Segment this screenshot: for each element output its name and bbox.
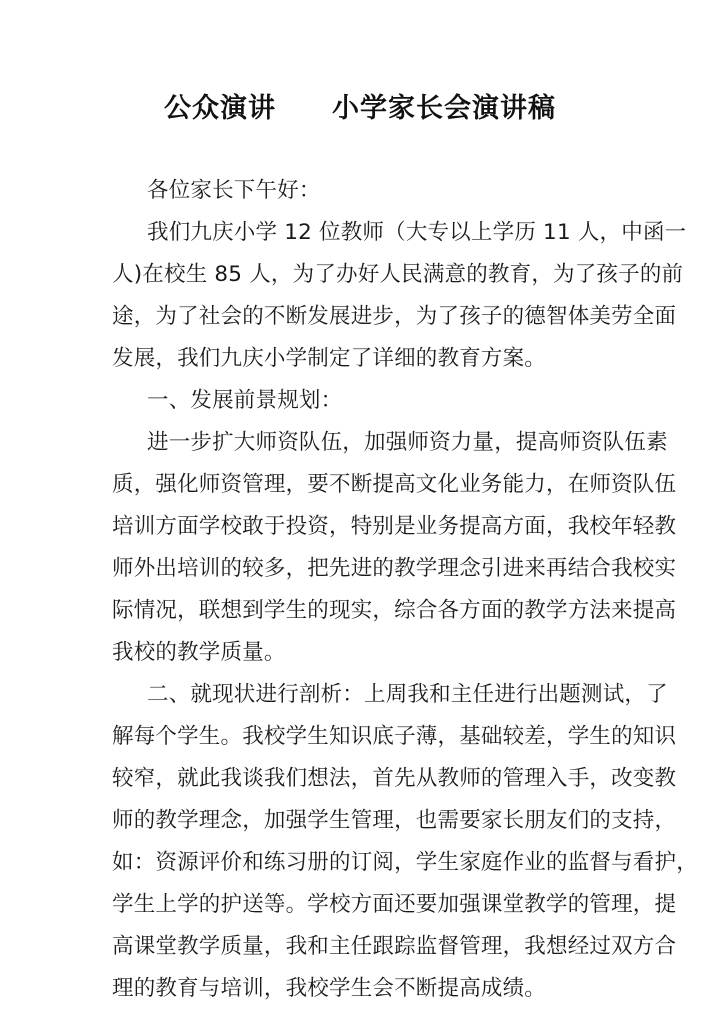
section2-line: 如：资源评价和练习册的订阅，学生家庭作业的监督与看护， <box>112 850 698 875</box>
intro-line: 人)在校生 85 人，为了办好人民满意的教育，为了孩子的前 <box>112 262 684 287</box>
section2-line: 师的教学理念，加强学生管理，也需要家长朋友们的支持， <box>112 808 677 833</box>
section2-line: 学生上学的护送等。学校方面还要加强课堂教学的管理，提 <box>112 892 677 917</box>
section1-line: 我校的教学质量。 <box>112 640 286 665</box>
section1-line: 进一步扩大师资队伍，加强师资力量，提高师资队伍素 <box>147 430 668 455</box>
intro-line: 我们九庆小学 12 位教师（大专以上学历 11 人，中函一 <box>147 220 687 245</box>
intro-line: 途，为了社会的不断发展进步，为了孩子的德智体美劳全面 <box>112 304 677 329</box>
section1-line: 质，强化师资管理，要不断提高文化业务能力，在师资队伍 <box>112 472 677 497</box>
title-right: 小学家长会演讲稿 <box>332 93 556 124</box>
section1-line: 师外出培训的较多，把先进的教学理念引进来再结合我校实 <box>112 556 677 581</box>
section1-heading: 一、发展前景规划： <box>147 388 343 413</box>
section1-line: 培训方面学校敢于投资，特别是业务提高方面，我校年轻教 <box>112 514 677 539</box>
section1-line: 际情况，联想到学生的现实，综合各方面的教学方法来提高 <box>112 598 677 623</box>
section2-line: 高课堂教学质量，我和主任跟踪监督管理，我想经过双方合 <box>112 934 677 959</box>
section2-line: 理的教育与培训，我校学生会不断提高成绩。 <box>112 976 547 1001</box>
title-left: 公众演讲 <box>164 93 276 124</box>
section2-line: 解每个学生。我校学生知识底子薄，基础较差，学生的知识 <box>112 724 677 749</box>
section2-line: 二、就现状进行剖析：上周我和主任进行出题测试，了 <box>147 682 668 707</box>
intro-line: 发展，我们九庆小学制定了详细的教育方案。 <box>112 346 547 371</box>
page-title <box>0 86 720 125</box>
section2-line: 较窄，就此我谈我们想法，首先从教师的管理入手，改变教 <box>112 766 677 791</box>
greeting: 各位家长下午好： <box>147 178 321 203</box>
